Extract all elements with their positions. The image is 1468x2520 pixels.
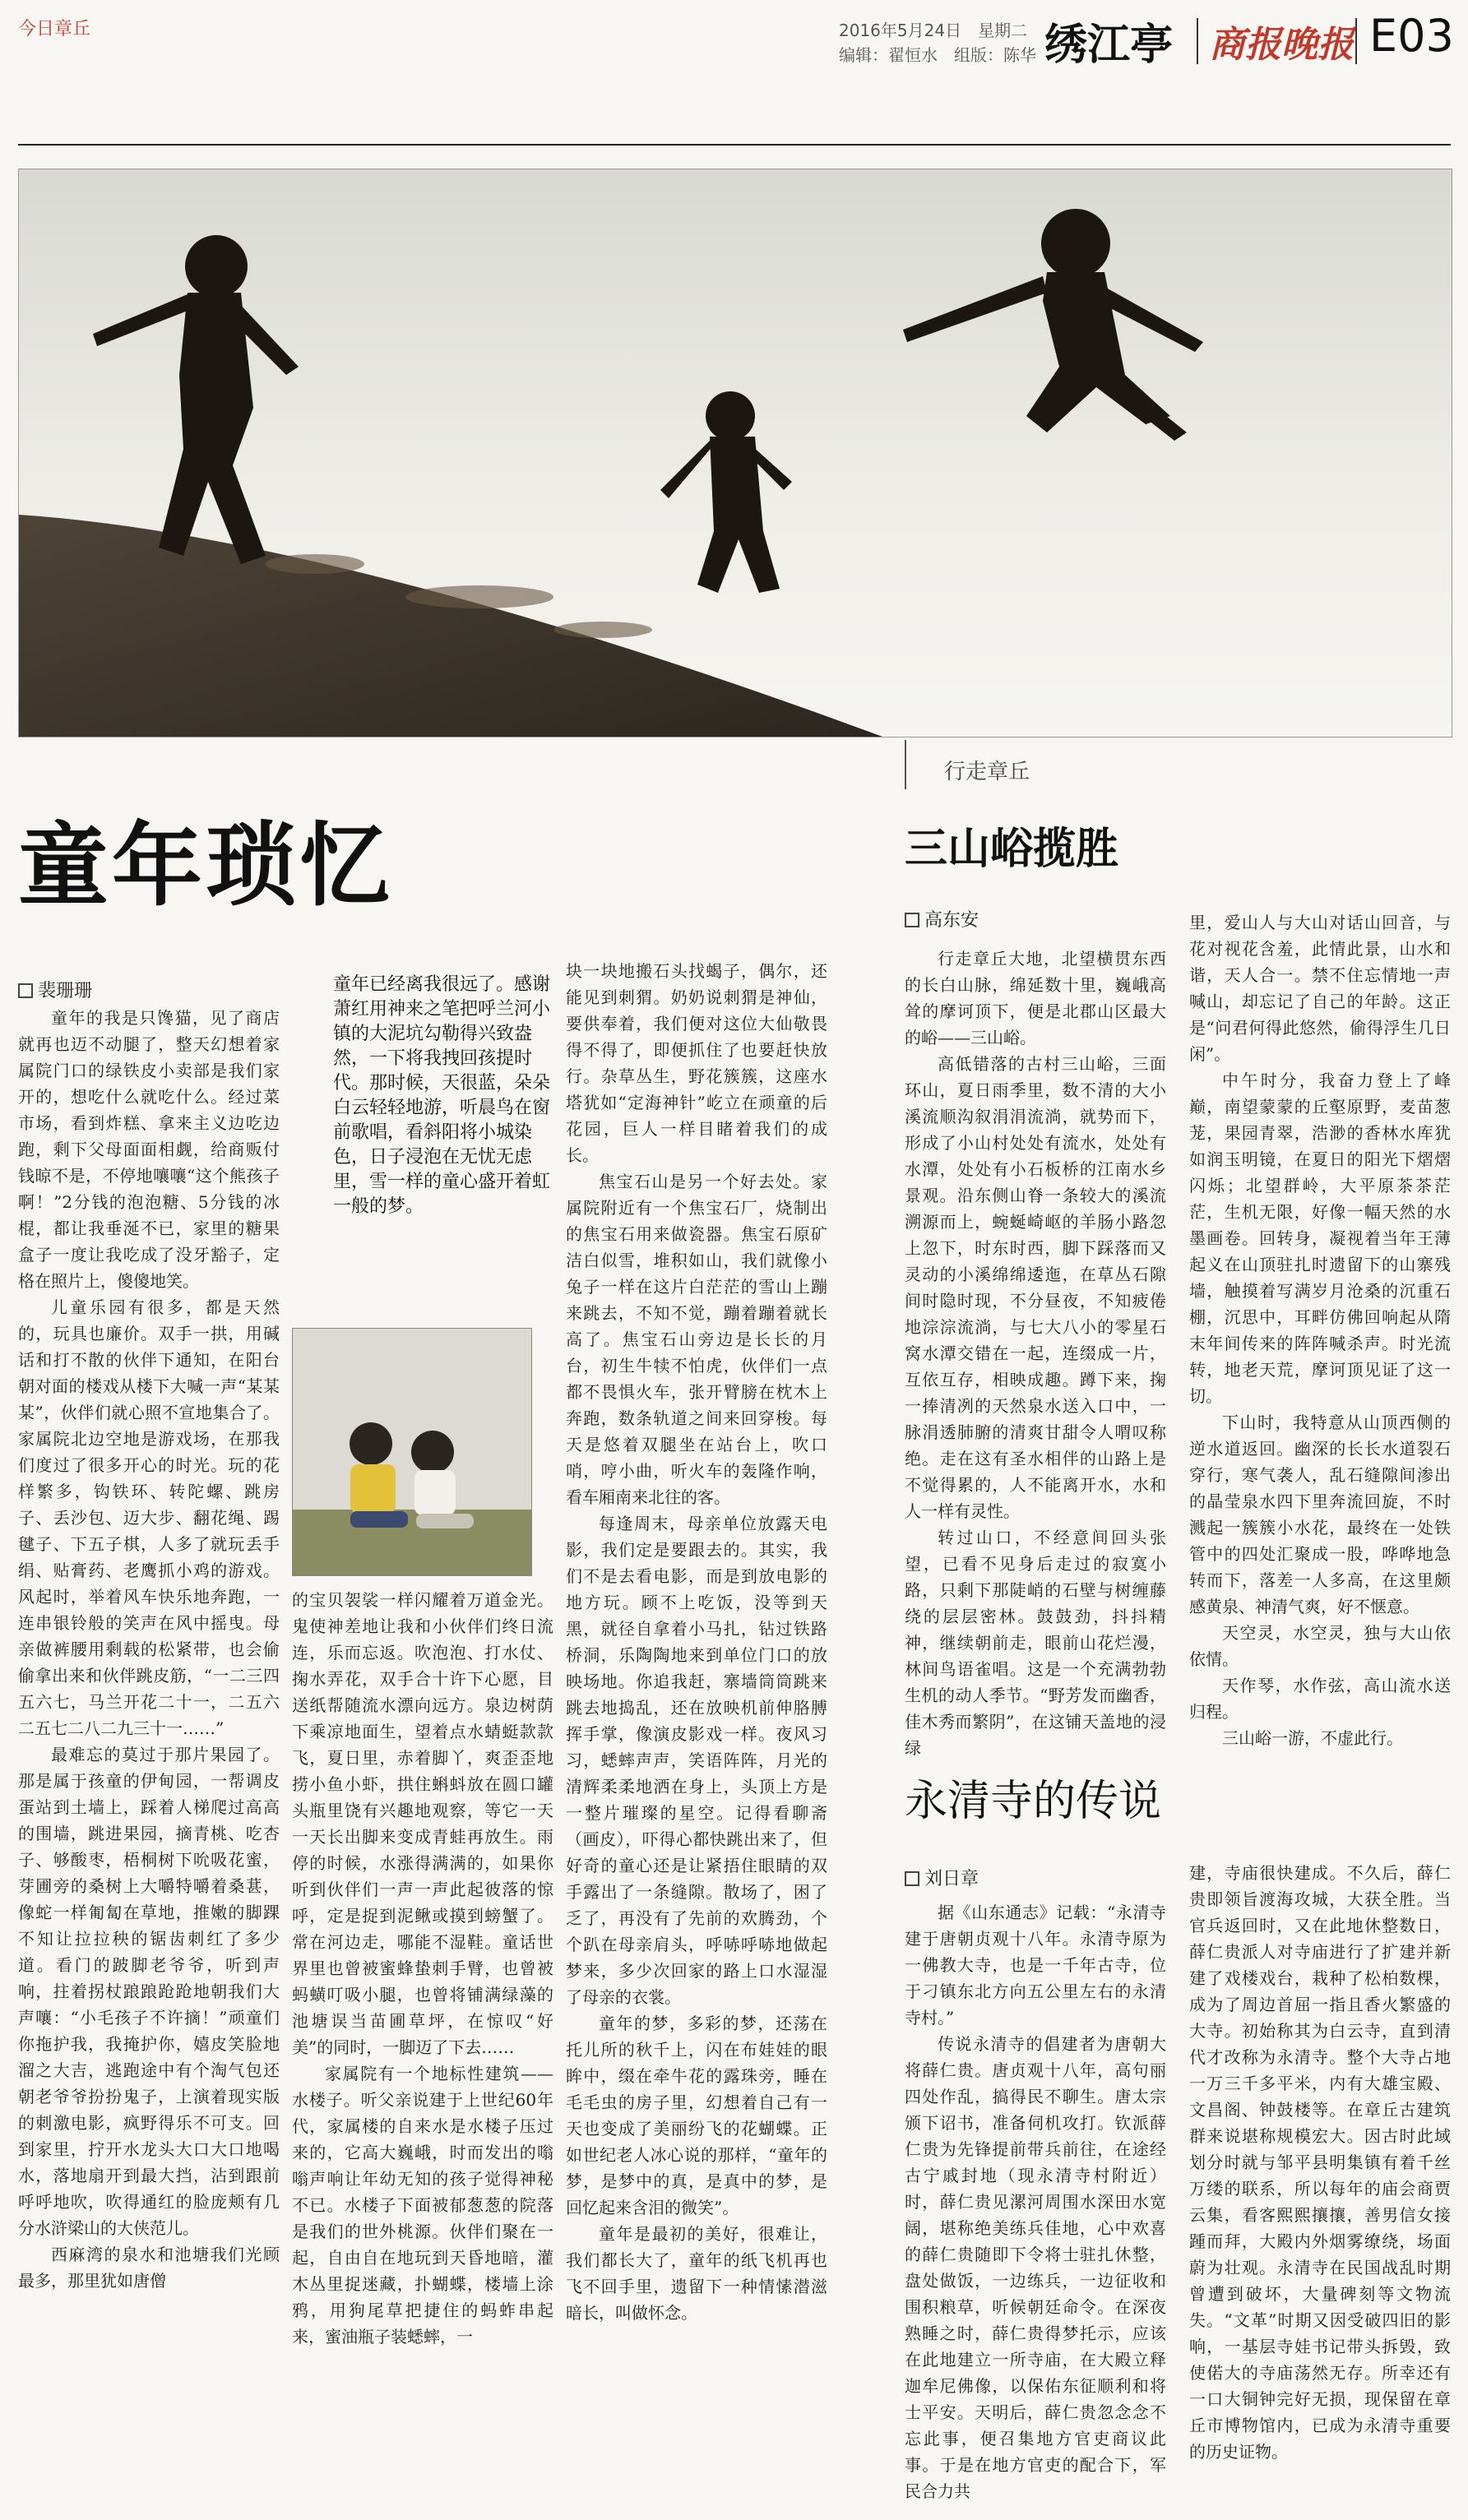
article-title: 三山峪揽胜 xyxy=(905,825,1119,874)
article-paragraph: 下山时，我特意从山顶西侧的逆水道返回。幽深的长长水道裂石穿行，寒气袭人，乱石缝隙间渗出的晶莹泉水四下里奔流回旋，不时溅起一簇簇小水花，最终在一处铁管中的四处汇聚成一股，哗哗地急转而下，落差一人多高，在这里颇感黄泉、神清气爽，好不惬意。 xyxy=(1189,1413,1451,1616)
article-column xyxy=(18,1005,280,2513)
header-rule xyxy=(18,144,1451,146)
article-paragraph: 建，寺庙很快建成。不久后，薛仁贵即领旨渡海攻城，大获全胜。当官兵返回时，又在此地休整数日，薛仁贵派人对寺庙进行了扩建并新建了戏楼戏台，栽种了松柏数棵，成为了周边首屈一指且香火繁盛的大寺。初始称其为白云寺，直到清代才改称为永清寺。整个大寺占地一万三千多平米，内有大雄宝殿、文昌阁、钟鼓楼等。在章丘古建筑群来说堪称规模宏大。因古时此域划分时就与邹平县明集镇有着千丝万缕的联系，所以每年的庙会商贾云集，看客熙熙攘攘，善男信女接踵而拜，大殿内外烟雾缭绕，场面蔚为壮观。永清寺在民国战乱时期曾遭到破坏，大量碑刻等文物流失。“文革”时期又因受破四旧的影响，一基层寺娃书记带头拆毁，致使偌大的寺庙荡然无存。所幸还有一口大铜钟完好无损，现保留在章丘市博物馆内，已成为永清寺重要的历史证物。 xyxy=(1189,1863,1451,2462)
children-photo xyxy=(292,1328,532,1576)
section-name: 绣江亭 xyxy=(1044,21,1174,70)
article-title: 童年琐忆 xyxy=(18,813,393,918)
article-paragraph: 焦宝石山是另一个好去处。家属院附近有一个焦宝石厂，烧制出的焦宝石用来做瓷器。焦宝石原矿洁白似雪，堆积如山，我们就像小兔子一样在这片白茫茫的雪山上蹦来跳去，不知不觉，蹦着蹦着就长高了。焦宝石山旁边是长长的月台，初生牛犊不怕虎，伙伴们一点都不畏惧火车，张开臂膀在枕木上奔跑，数条轨道之间来回穿梭。每天是悠着双腿坐在站台上，吹口哨，哼小曲，听火车的轰隆作响，看车厢南来北往的客。 xyxy=(566,1172,827,1507)
article-paragraph: 传说永清寺的倡建者为唐朝大将薛仁贵。唐贞观十八年，高句丽四处作乱，搞得民不聊生。唐太宗颁下诏书，准备伺机攻打。钦派薛仁贵为先锋提前带兵前往，在途经古宁戚封地（现永清寺村附近）时，薛仁贵见漯河周围水深田水宽阔，堪称绝美练兵佳地，心中欢喜的薛仁贵随即下令将士驻扎休整，盘处做饭，一边练兵，一边征收和围积粮草，听候朝廷命令。在深夜熟睡之时，薛仁贵得梦托示，应该在此地建立一所寺庙，在大殿立释迦牟尼佛像，以保佑东征顺利和将士平安。天明后，薛仁贵忽念念不忘此事，便召集地方官吏商议此事。于是在地方官吏的配合下，军民合力共 xyxy=(905,2034,1166,2501)
column-tag: 今日章丘 xyxy=(18,19,91,39)
photo-caption: 行走章丘 xyxy=(944,760,1030,784)
article-column xyxy=(905,1899,1166,2513)
article-paragraph: 童年是最初的美好，很难让，我们都长大了，童年的纸飞机再也飞不回手里，遗留下一种情愫潜滋暗长，叫做怀念。 xyxy=(566,2224,827,2323)
header-divider xyxy=(1197,18,1198,64)
article-column xyxy=(905,946,1166,1776)
hero-photo-children-jumping xyxy=(18,169,1452,738)
article-column xyxy=(1189,909,1451,1776)
article-paragraph: 童年的我是只馋猫，见了商店就再也迈不动腿了，整天幻想着家属院门口的绿铁皮小卖部是我们家开的，想吃什么就吃什么。经过菜市场，看到炸糕、拿来主义边吃边跑，剩下父母面面相觑，给商贩付钱晾不是，不停地嚷嚷“这个熊孩子啊！”2分钱的泡泡糖、5分钱的冰棍，都让我垂涎不已，家里的糖果盒子一度让我吃成了没牙豁子，定格在照片上，傻傻地笑。 xyxy=(18,1008,280,1291)
article-paragraph: 高低错落的古村三山峪，三面环山，夏日雨季里，数不清的大小溪流顺沟叙涓涓流淌，就势而下，形成了小山村处处有流水，处处有水潭，处处有小石板桥的江南水乡景观。沿东侧山脊一条较大的溪流溯源而上，蜿蜒崎岖的羊肠小路忽上忽下，时东时西，脚下踩落而又灵动的小溪绵绵逶迤，在草丛石隙间时隐时现，不分昼夜，不知疲倦地淙淙流淌，与七大八小的零星石窝水潭交错在一起，连缀成一片，互依互存，相映成趣。蹲下来，掬一捧清冽的天然泉水送入口中，一脉涓透肺腑的清爽甘甜令人喟叹称绝。走在这有圣水相伴的山路上是不觉得累的，人不能离开水，水和人一样有灵性。 xyxy=(905,1054,1166,1521)
article-title: 永清寺的传说 xyxy=(905,1777,1162,1826)
article-paragraph: 西麻湾的泉水和池塘我们光顾最多，那里犹如唐僧 xyxy=(18,2245,280,2291)
issue-editors: 编辑：翟恒水 组版：陈华 xyxy=(839,45,1036,65)
article-paragraph: 最难忘的莫过于那片果园了。那是属于孩童的伊甸园，一帮调皮蛋站到土墙上，踩着人梯爬过高高的围墙，跳进果园，摘青桃、吃杏子、够酸枣，梧桐树下吮吸花蜜，芽圃旁的桑树上大嚼特嚼着桑葚，像蛇一样匍匐在草地，推嫩的脚踝不知让拉拉秧的锯齿刺红了多少道。看门的跛脚老爷爷，听到声响，拄着拐杖踉踉跄跄地朝我们大声嚷：“小毛孩子不许摘！”顽童们你拖护我，我掩护你，嬉皮笑脸地溜之大吉，逃跑途中有个淘气包还朝老爷爷扮扮鬼子，上演着现实版的刺激电影，疯野得乐不可支。回到家里，拧开水龙头大口大口地喝水，落地扇开到最大挡，沾到跟前呼呼地吹，吹得通红的脸庞颊有几分水浒梁山的大侠范儿。 xyxy=(18,1745,280,2238)
article-paragraph: 三山峪一游，不虚此行。 xyxy=(1222,1728,1403,1748)
caption-divider xyxy=(905,740,906,789)
article-paragraph: 据《山东通志》记载：“永清寺建于唐朝贞观十八年。永清寺原为一佛教大寺，也是一千年古寺，位于刁镇东北方向五公里左右的永清寺村。” xyxy=(905,1903,1166,2028)
issue-date: 2016年5月24日 星期二 xyxy=(839,21,1028,40)
article-byline: 裴珊珊 xyxy=(18,977,92,1002)
article-paragraph: 每逢周末，母亲单位放露天电影，我们定是要跟去的。其实，我们不是去看电影，而是到放电影的地方玩。顾不上吃饭，没等到天黑，就径自拿着小马扎，钻过铁路桥洞，乐陶陶地来到单位门口的放映场地。你追我赶，寨墙筒筒跳来跳去地捣乱，还在放映机前伸胳膊挥手掌，像演皮影戏一样。夜风习习，蟋蟀声声，笑语阵阵，月光的清辉柔柔地洒在身上，头顶上方是一整片璀璨的星空。记得看聊斋（画皮），吓得心都快跳出来了，但好奇的童心还是让紧捂住眼睛的双手露出了一条缝隙。散场了，困了乏了，再没有了先前的欢腾劲，个个趴在母亲肩头，呼哧呼哧地做起梦来，多少次回家的路上口水湿湿了母亲的衣裳。 xyxy=(566,1514,827,2007)
article-byline: 高东安 xyxy=(905,906,979,932)
article-byline: 刘日章 xyxy=(905,1865,979,1890)
article-paragraph: 里，爱山人与大山对话山回音，与花对视花含羞，此情此景，山水和谐，天人合一。禁不住忘情地一声喊山，却忘记了自己的年龄。这正是“问君何得此悠然，偷得浮生几日闲”。 xyxy=(1189,913,1451,1064)
newspaper-logo: 商报晚报 xyxy=(1209,24,1354,66)
header-divider xyxy=(1355,18,1357,64)
page-number: E03 xyxy=(1369,10,1454,62)
article-paragraph: 天空灵，水空灵，独与大山依依情。 xyxy=(1189,1623,1451,1669)
issue-info xyxy=(839,18,1036,67)
article-column xyxy=(1189,1860,1451,2513)
article-paragraph: 家属院有一个地标性建筑——水楼子。听父亲说建于上世纪60年代，家属楼的自来水是水楼子压过来的，它高大巍峨，时而发出的嗡嗡声响让年幼无知的孩子觉得神秘不已。水楼子下面被郁葱葱的院落是我们的世外桃源。伙伴们聚在一起，自由自在地玩到天昏地暗，灌木丛里捉迷藏，扑蝴蝶，楼墙上涂鸦，用狗尾草把捷住的蚂蚱串起来，蜜油瓶子装蟋蟀，一 xyxy=(292,2064,553,2347)
article-paragraph: 块一块地搬石头找蝎子，偶尔，还能见到刺猬。奶奶说刺猬是神仙，要供奉着，我们便对这位大仙敬畏得不得了，即便抓住了也要赶快放行。杂草丛生，野花簇簇，这座水塔犹如“定海神针”屹立在顽童的后花园，巨人一样目睹着我们的成长。 xyxy=(566,961,827,1165)
article-intro: 童年已经离我很远了。感谢萧红用神来之笔把呼兰河小镇的大泥坑勾勒得兴致盎然，一下将我拽回孩提时代。那时候，天很蓝，朵朵白云轻轻地游，听晨鸟在窗前歌唱，看斜阳将小城染色，日子浸泡在无忧无虑里，雪一样的童心盛开着虹一般的梦。 xyxy=(333,974,551,1217)
article-paragraph: 童年的梦，多彩的梦，还荡在托儿所的秋千上，闪在布娃娃的眼眸中，缀在牵牛花的露珠旁，睡在毛毛虫的房子里，幻想着自己有一天也变成了美丽纷飞的花蝴蝶。正如世纪老人冰心说的那样，“童年的梦，是梦中的真，是真中的梦，是回忆起来含泪的微笑”。 xyxy=(566,2014,827,2217)
article-paragraph: 中午时分，我奋力登上了峰巅，南望蒙蒙的丘壑原野，麦苗葱茏，果园青翠，浩渺的香林水库犹如润玉明镜，在夏日的阳光下熠熠闪烁；北望群岭，大平原茶茶茫茫，生机无限，好像一幅天然的水墨画卷。回转身，凝视着当年王薄起义在山顶驻扎时遗留下的山寨残墙，触摸着写满岁月沧桑的沉重石棚，沉思中，耳畔仿佛回响起从隋末年间传来的阵阵喊杀声。时光流转，地老天荒，摩诃顶见证了这一切。 xyxy=(1189,1070,1451,1406)
article-paragraph: 行走章丘大地，北望横贯东西的长白山脉，绵延数十里，巍峨高耸的摩诃顶下，便是北郡山区最大的峪——三山峪。 xyxy=(905,949,1166,1047)
article-paragraph: 转过山口，不经意间回头张望，已看不见身后走过的寂寞小路，只剩下那陡峭的石壁与树缠藤绕的层层密林。鼓鼓劲，抖抖精神，继续朝前走，眼前山花烂漫，林间鸟语雀唱。这是一个充满勃勃生机的动人季节。“野芳发而幽香，佳木秀而繁阴”，在这铺天盖地的浸绿 xyxy=(905,1528,1166,1758)
article-paragraph: 的宝贝袈裟一样闪耀着万道金光。鬼使神差地让我和小伙伴们终日流连，乐而忘返。吹泡泡、打水仗、掬水弄花，双手合十许下心愿，目送纸帮随流水漂向远方。泉边树荫下乘凉地面生，望着点水蜻蜓款款飞，夏日里，赤着脚丫，爽歪歪地捞小鱼小虾，拱住蝌蚪放在圆口罐头瓶里饶有兴趣地观察，等它一天一天长出脚来变成青蛙再放生。雨停的时候，水涨得满满的，如果你听到伙伴们一声一声此起彼落的惊呼，定是捉到泥鳅或摸到螃蟹了。常在河边走，哪能不湿鞋。童话世界里也曾被蜜蜂蛰刺手臂，也曾被蚂蟥叮吸小腿，也曾将铺满绿藻的池塘误当苗圃草坪，在惊叹“好美”的同时，一脚迈了下去…… xyxy=(292,1590,553,2057)
article-column xyxy=(292,1587,553,2513)
article-paragraph: 儿童乐园有很多，都是天然的，玩具也廉价。双手一拱，用碱话和打不散的伙伴下通知，在阳台朝对面的楼戏从楼下大喊一声“某某某”，伙伴们就心照不宣地集合了。家属院北边空地是游戏场，在那我们度过了很多开心的时光。玩的花样繁多，钩铁环、转陀螺、跳房子、丢沙包、迈大步、翻花绳、踢毽子、下五子棋，人多了就玩丢手绢、贴膏药、老鹰抓小鸡的游戏。风起时，举着风车快乐地奔跑，一连串银铃般的笑声在风中摇曳。母亲做裤腰用剩载的松紧带，也会偷偷拿出来和伙伴跳皮筋，“一二三四五六七，马兰开花二十一，二五六二五七二八二九三十一……” xyxy=(18,1297,280,1738)
article-paragraph: 天作琴，水作弦，高山流水送归程。 xyxy=(1189,1676,1451,1722)
article-column xyxy=(566,958,827,2513)
